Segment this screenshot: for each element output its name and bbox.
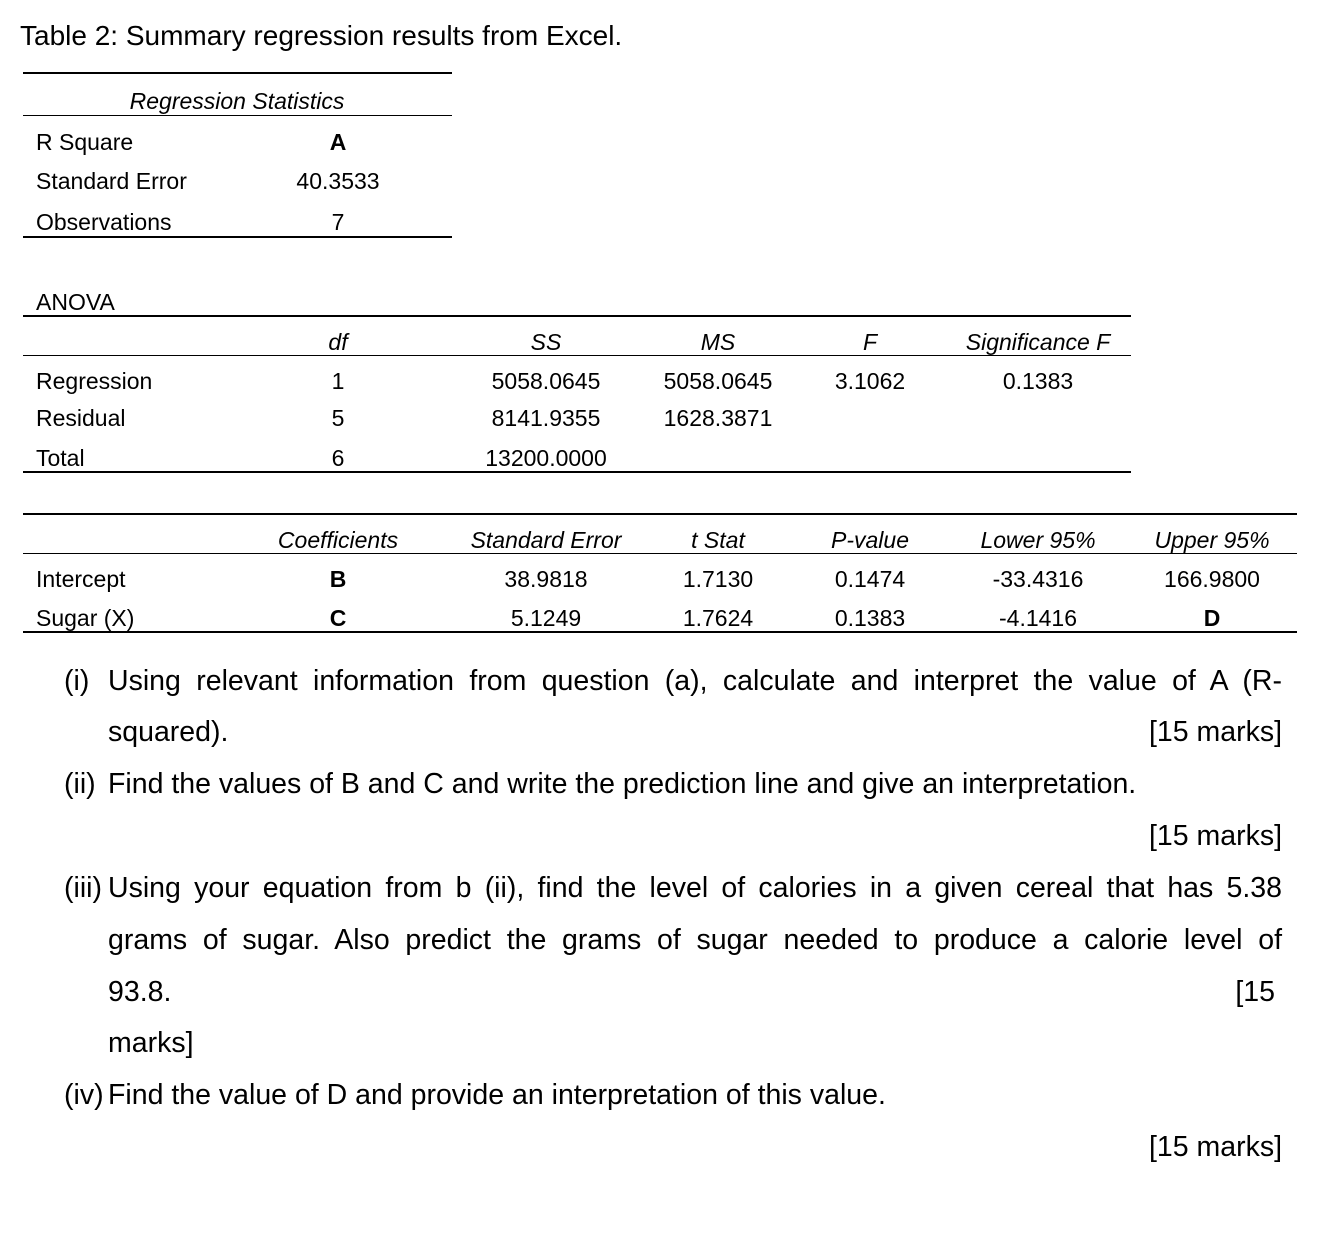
coef-row-label: Sugar (X) [36, 605, 135, 631]
question-label: (iv) [64, 1079, 104, 1111]
anova-cell-ss: 8141.9355 [491, 405, 601, 431]
question-marks: [15 marks] [1148, 820, 1282, 852]
anova-header-f: F [862, 329, 878, 355]
anova-header-df: df [328, 329, 348, 355]
table-rule-top [23, 315, 1131, 317]
table-rule-top [23, 513, 1297, 515]
anova-cell-f: 3.1062 [834, 368, 906, 394]
anova-cell-ms: 5058.0645 [663, 368, 773, 394]
coef-header-upper-95: Upper 95% [1154, 527, 1270, 553]
anova-header-ss: SS [530, 329, 562, 355]
table-rule-header [23, 553, 1297, 554]
table-rule-bottom [23, 471, 1131, 473]
stat-value: 7 [331, 209, 345, 235]
anova-cell-df: 1 [331, 368, 345, 394]
anova-header-ms: MS [700, 329, 736, 355]
anova-row-label: Total [36, 445, 85, 471]
anova-row-label: Residual [36, 405, 126, 431]
coef-cell-standard-error: 5.1249 [510, 605, 582, 631]
coef-cell-coefficient: C [329, 605, 347, 631]
table-rule-bottom [23, 236, 452, 238]
anova-header-significance-f: Significance F [965, 329, 1111, 355]
question-text: 93.8. [108, 976, 172, 1008]
coef-cell-lower-95: -33.4316 [992, 566, 1084, 592]
anova-cell-df: 6 [331, 445, 345, 471]
stat-label: R Square [36, 129, 134, 155]
coef-cell-lower-95: -4.1416 [998, 605, 1078, 631]
question-text: squared). [108, 716, 229, 748]
coef-cell-p-value: 0.1474 [834, 566, 906, 592]
anova-cell-ss: 13200.0000 [485, 445, 607, 471]
table-rule-header [23, 355, 1131, 356]
stat-value: 40.3533 [296, 168, 380, 194]
coef-header-coefficients: Coefficients [277, 527, 399, 553]
question-label: (iii) [64, 872, 102, 904]
question-text: Find the value of D and provide an interpretation of this value. [108, 1079, 886, 1111]
table-rule-header [23, 115, 452, 116]
coef-header-standard-error: Standard Error [470, 527, 622, 553]
anova-cell-df: 5 [331, 405, 345, 431]
question-label: (ii) [64, 768, 96, 800]
coef-row-label: Intercept [36, 566, 126, 592]
anova-cell-ss: 5058.0645 [491, 368, 601, 394]
anova-title: ANOVA [36, 289, 115, 315]
question-text: grams of sugar. Also predict the grams of sugar needed to produce a calorie level of [108, 924, 1282, 956]
table-rule-bottom [23, 631, 1297, 633]
question-label: (i) [64, 665, 90, 697]
coef-cell-coefficient: B [329, 566, 347, 592]
coef-cell-p-value: 0.1383 [834, 605, 906, 631]
anova-cell-ms: 1628.3871 [663, 405, 773, 431]
question-marks: [15 [1235, 976, 1275, 1008]
coef-header-lower-95: Lower 95% [980, 527, 1096, 553]
question-text: Find the values of B and C and write the prediction line and give an interpretation. [108, 768, 1137, 800]
anova-cell-sig: 0.1383 [1002, 368, 1074, 394]
question-marks: [15 marks] [1148, 716, 1282, 748]
coef-cell-t-stat: 1.7624 [682, 605, 754, 631]
stat-label: Observations [36, 209, 172, 235]
stat-label: Standard Error [36, 168, 187, 194]
question-text: Using relevant information from question (a), calculate and interpret the value of A (R- [108, 665, 1282, 697]
coef-cell-upper-95: 166.9800 [1164, 566, 1260, 592]
anova-row-label: Regression [36, 368, 153, 394]
coef-header-t-stat: t Stat [691, 527, 745, 553]
regression-statistics-header: Regression Statistics [129, 88, 345, 114]
question-marks: marks] [108, 1027, 194, 1059]
coef-header-p-value: P-value [831, 527, 909, 553]
coef-cell-upper-95: D [1203, 605, 1221, 631]
table-rule-top [23, 72, 452, 74]
table-caption: Table 2: Summary regression results from Excel. [20, 20, 623, 51]
question-text: Using your equation from b (ii), find the level of calories in a given cereal that has 5.38 [108, 872, 1282, 904]
stat-value: A [329, 129, 347, 155]
coef-cell-t-stat: 1.7130 [682, 566, 754, 592]
question-marks: [15 marks] [1148, 1131, 1282, 1163]
coef-cell-standard-error: 38.9818 [504, 566, 588, 592]
